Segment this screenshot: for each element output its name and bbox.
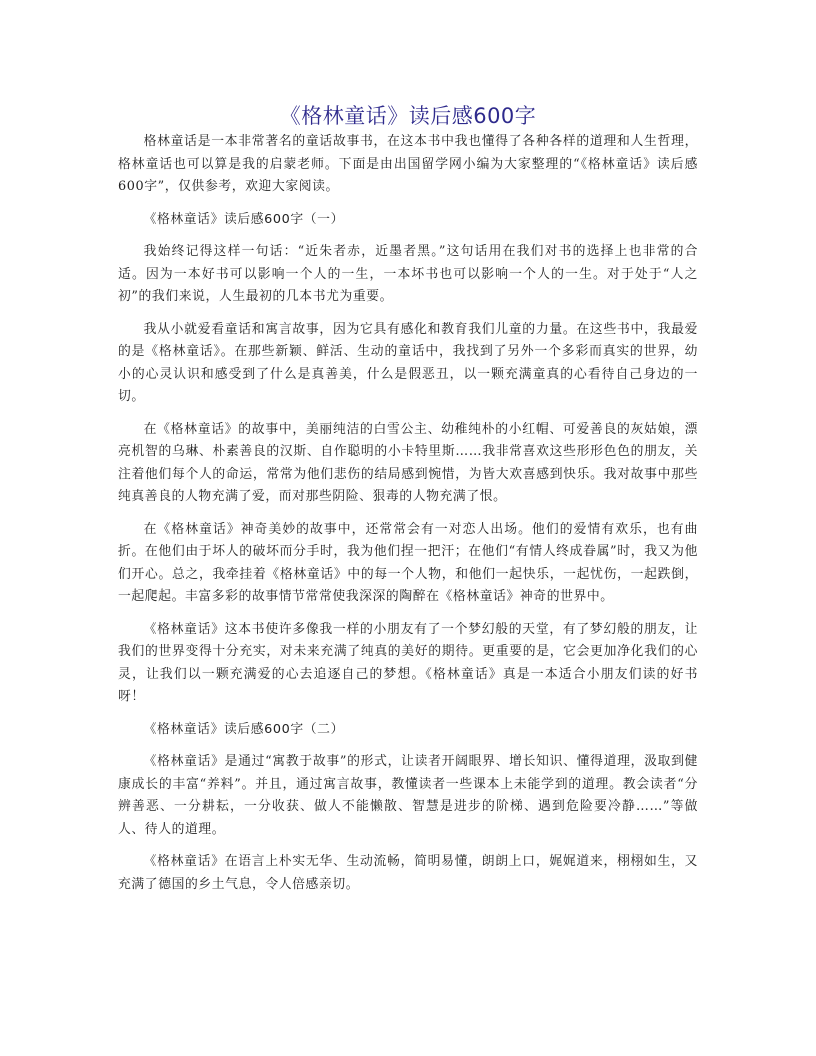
section-heading-two: 《格林童话》读后感600字（二） (143, 721, 344, 737)
body-paragraph: 《格林童话》这本书使许多像我一样的小朋友有了一个梦幻般的天堂，有了梦幻般的朋友，让我们的世界变得十分充实，对未来充满了纯真的美好的期待。更重要的是，它会更加净化我们的心灵，让我们以一颗充满爱的心去追逐自己的梦想。《格林童话》真是一本适合小朋友们读的好书呀！ (118, 621, 698, 704)
body-paragraph: 在《格林童话》神奇美妙的故事中，还常常会有一对恋人出场。他们的爱情有欢乐，也有曲折。在他们由于坏人的破坏而分手时，我为他们捏一把汗；在他们“有情人终成眷属”时，我又为他们开心。总之，我牵挂着《格林童话》中的每一个人物，和他们一起快乐，一起忧伤，一起跌倒，一起爬起。丰富多彩的故事情节常常使我深深的陶醉在《格林童话》神奇的世界中。 (118, 521, 698, 604)
section-heading-one: 《格林童话》读后感600字（一） (143, 211, 344, 227)
body-paragraph: 《格林童话》在语言上朴实无华、生动流畅，简明易懂，朗朗上口，娓娓道来，栩栩如生，又充满了德国的乡土气息，令人倍感亲切。 (118, 854, 698, 892)
body-paragraph: 《格林童话》是通过“寓教于故事”的形式，让读者开阔眼界、增长知识、懂得道理，汲取到健康成长的丰富“养料”。并且，通过寓言故事，教懂读者一些课本上未能学到的道理。教会读者“分辨善恶、一分耕耘，一分收获、做人不能懒散、智慧是进步的阶梯、遇到危险要冷静……”等做人、待人的道理。 (118, 754, 698, 837)
body-paragraph: 在《格林童话》的故事中，美丽纯洁的白雪公主、幼稚纯朴的小红帽、可爱善良的灰姑娘，漂亮机智的乌琳、朴素善良的汉斯、自作聪明的小卡特里斯……我非常喜欢这些形形色色的朋友，关注着他们每个人的命运，常常为他们悲伤的结局感到惋惜，为皆大欢喜感到快乐。我对故事中那些纯真善良的人物充满了爱，而对那些阴险、狠毒的人物充满了恨。 (118, 421, 698, 504)
intro-paragraph: 格林童话是一本非常著名的童话故事书，在这本书中我也懂得了各种各样的道理和人生哲理，格林童话也可以算是我的启蒙老师。下面是由出国留学网小编为大家整理的“《格林童话》读后感600字”，仅供参考，欢迎大家阅读。 (118, 134, 698, 194)
document-title: 《格林童话》读后感600字 (279, 104, 537, 128)
document-body (118, 131, 698, 906)
body-paragraph: 我始终记得这样一句话：“近朱者赤，近墨者黑。”这句话用在我们对书的选择上也非常的合适。因为一本好书可以影响一个人的一生，一本坏书也可以影响一个人的一生。对于处于“人之初”的我们来说，人生最初的几本书尤为重要。 (118, 244, 698, 304)
body-paragraph: 我从小就爱看童话和寓言故事，因为它具有感化和教育我们儿童的力量。在这些书中，我最爱的是《格林童话》。在那些新颖、鲜活、生动的童话中，我找到了另外一个多彩而真实的世界，幼小的心灵认识和感受到了什么是真善美，什么是假恶丑，以一颗充满童真的心看待自己身边的一切。 (118, 321, 698, 404)
